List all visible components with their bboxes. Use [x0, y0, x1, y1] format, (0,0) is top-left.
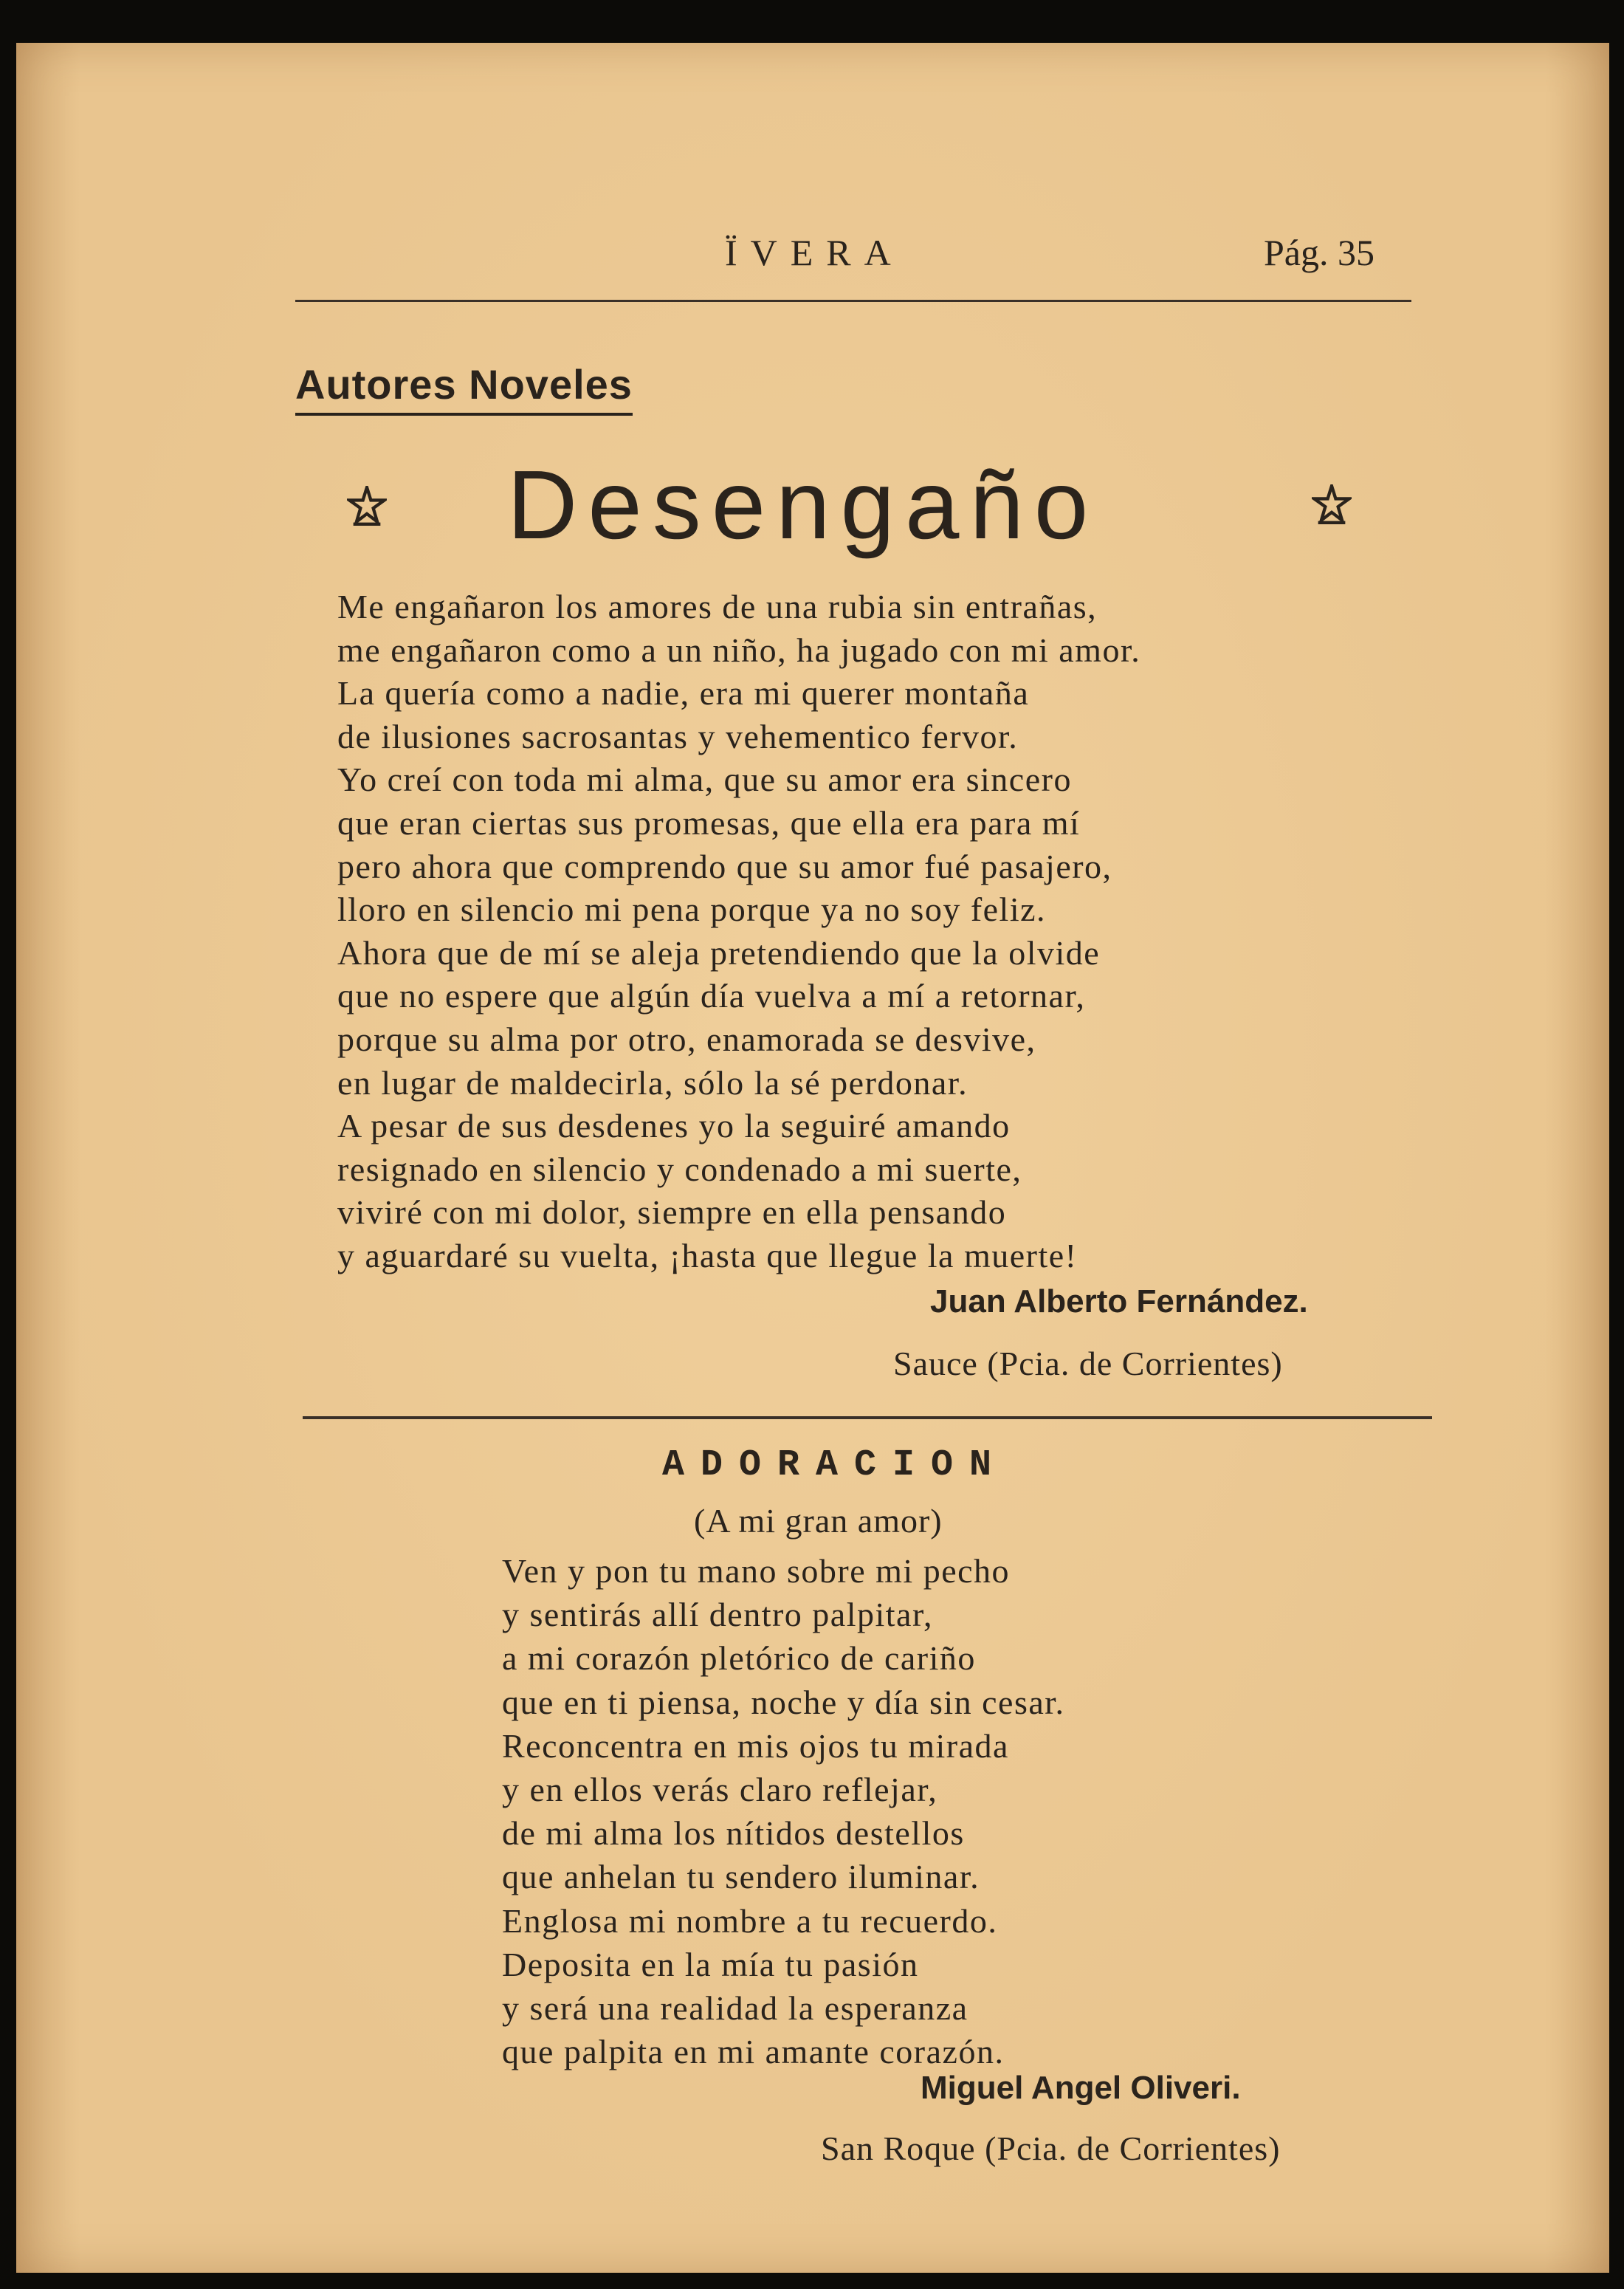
magazine-page	[16, 43, 1609, 2273]
poem-line: Me engañaron los amores de una rubia sin entrañas,	[337, 588, 1098, 625]
poem-line: de ilusiones sacrosantas y vehementico fervor.	[337, 717, 1019, 755]
poem-line: y aguardaré su vuelta, ¡hasta que llegue la muerte!	[337, 1236, 1078, 1274]
poem-title: Desengaño	[507, 450, 1099, 559]
poem-line: me engañaron como a un niño, ha jugado con mi amor.	[337, 631, 1141, 669]
poem-line: Yo creí con toda mi alma, que su amor era sincero	[337, 761, 1072, 799]
running-header-title: ÏVERA	[725, 232, 904, 273]
poem-author: Juan Alberto Fernández.	[930, 1283, 1308, 1319]
poem-line: de mi alma los nítidos destellos	[502, 1814, 965, 1853]
poem-line: pero ahora que comprendo que su amor fué pasajero,	[337, 847, 1112, 885]
poem-line: A pesar de sus desdenes yo la seguiré amando	[337, 1107, 1011, 1145]
poem-line: y en ellos verás claro reflejar,	[502, 1771, 938, 1809]
poem-line: que en ti piensa, noche y día sin cesar.	[502, 1683, 1065, 1721]
poem-line: lloro en silencio mi pena porque ya no soy feliz.	[337, 890, 1047, 929]
poem-line: Reconcentra en mis ojos tu mirada	[502, 1726, 1009, 1765]
poem-line: Ven y pon tu mano sobre mi pecho	[502, 1552, 1011, 1590]
section-divider	[303, 1416, 1432, 1419]
poem-line: y sentirás allí dentro palpitar,	[502, 1596, 933, 1634]
poem-line: viviré con mi dolor, siempre en ella pensando	[337, 1193, 1007, 1232]
poem-line: que anhelan tu sendero iluminar.	[502, 1858, 980, 1896]
section-label: Autores Noveles	[295, 360, 633, 416]
poem-author: Miguel Angel Oliveri.	[921, 2070, 1241, 2106]
poem-line: Ahora que de mí se aleja pretendiendo que la olvide	[337, 933, 1101, 972]
poem-line: La quería como a nadie, era mi querer montaña	[337, 674, 1030, 713]
poem-line: que palpita en mi amante corazón.	[502, 2033, 1005, 2071]
poem-line: que no espere que algún día vuelva a mí a retornar,	[337, 977, 1086, 1015]
author-location: San Roque (Pcia. de Corrientes)	[821, 2130, 1281, 2167]
poem-title: ADORACION	[662, 1444, 1008, 1486]
poem-line: porque su alma por otro, enamorada se desvive,	[337, 1020, 1036, 1058]
star-ornament-icon	[1312, 484, 1352, 524]
header-rule	[295, 300, 1411, 302]
page-number: Pág. 35	[1264, 232, 1374, 273]
poem-line: Englosa mi nombre a tu recuerdo.	[502, 1901, 998, 1940]
star-ornament-icon	[347, 486, 387, 526]
poem-line: y será una realidad la esperanza	[502, 1989, 968, 2028]
author-location: Sauce (Pcia. de Corrientes)	[893, 1345, 1283, 1382]
poem-dedication: (A mi gran amor)	[694, 1502, 943, 1540]
poem-body	[337, 586, 1140, 1278]
poem-line: Deposita en la mía tu pasión	[502, 1945, 919, 1983]
poem-line: que eran ciertas sus promesas, que ella era para mí	[337, 803, 1081, 842]
poem-line: resignado en silencio y condenado a mi suerte,	[337, 1150, 1022, 1188]
poem-body	[502, 1549, 1065, 2073]
poem-line: en lugar de maldecirla, sólo la sé perdonar.	[337, 1063, 968, 1102]
poem-line: a mi corazón pletórico de cariño	[502, 1639, 976, 1678]
